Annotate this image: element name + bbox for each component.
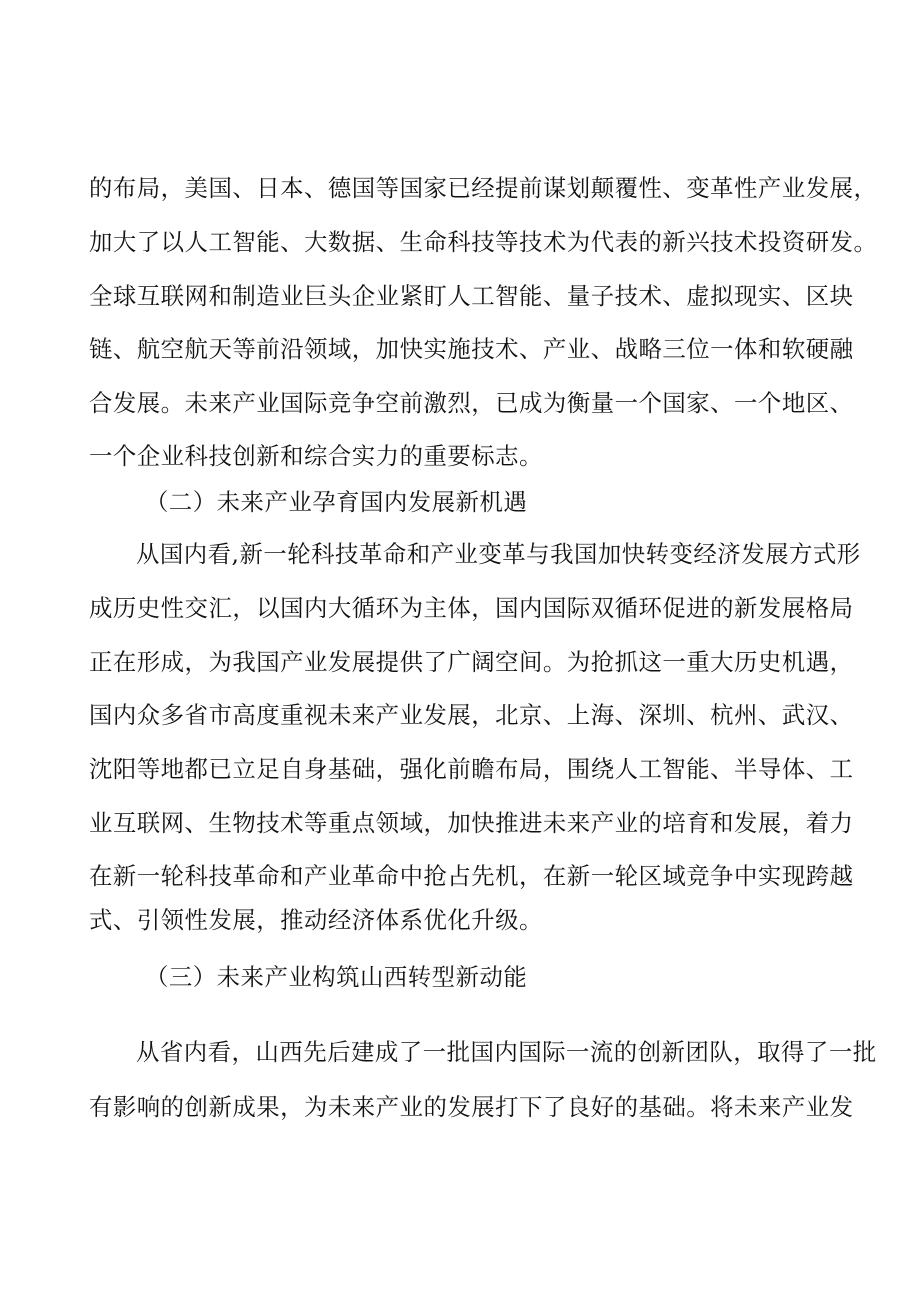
section-heading-2: （二）未来产业孕育国内发展新机遇 [145,488,528,516]
paragraph-line: 一个企业科技创新和综合实力的重要标志。 [89,442,543,470]
paragraph-line: 全球互联网和制造业巨头企业紧盯人工智能、量子技术、虚拟现实、区块 [89,282,854,310]
paragraph-line: 式、引领性发展，推动经济体系优化升级。 [89,906,543,934]
section-heading-3: （三）未来产业构筑山西转型新动能 [145,963,528,991]
paragraph-line: 在新一轮科技革命和产业革命中抢占先机，在新一轮区域竞争中实现跨越 [89,862,854,890]
paragraph-line: 链、航空航天等前沿领域，加快实施技术、产业、战略三位一体和软硬融 [89,335,854,363]
paragraph-line: 沈阳等地都已立足自身基础，强化前瞻布局，围绕人工智能、半导体、工 [89,755,854,783]
paragraph-line: 有影响的创新成果，为未来产业的发展打下了良好的基础。将未来产业发 [89,1093,854,1121]
paragraph-line: 从国内看,新一轮科技革命和产业变革与我国加快转变经济发展方式形 [136,540,861,568]
paragraph-line: 正在形成，为我国产业发展提供了广阔空间。为抢抓这一重大历史机遇， [89,648,854,676]
paragraph-line: 业互联网、生物技术等重点领域，加快推进未来产业的培育和发展，着力 [89,809,854,837]
paragraph-line: 合发展。未来产业国际竞争空前激烈，已成为衡量一个国家、一个地区、 [89,389,854,417]
paragraph-line: 成历史性交汇，以国内大循环为主体，国内国际双循环促进的新发展格局 [89,594,854,622]
paragraph-line: 从省内看，山西先后建成了一批国内国际一流的创新团队，取得了一批 [136,1038,877,1066]
paragraph-line: 加大了以人工智能、大数据、生命科技等技术为代表的新兴技术投资研发。 [89,228,878,256]
paragraph-line: 国内众多省市高度重视未来产业发展，北京、上海、深圳、杭州、武汉、 [89,701,854,729]
paragraph-line: 的布局，美国、日本、德国等国家已经提前谋划颠覆性、变革性产业发展， [89,174,878,202]
